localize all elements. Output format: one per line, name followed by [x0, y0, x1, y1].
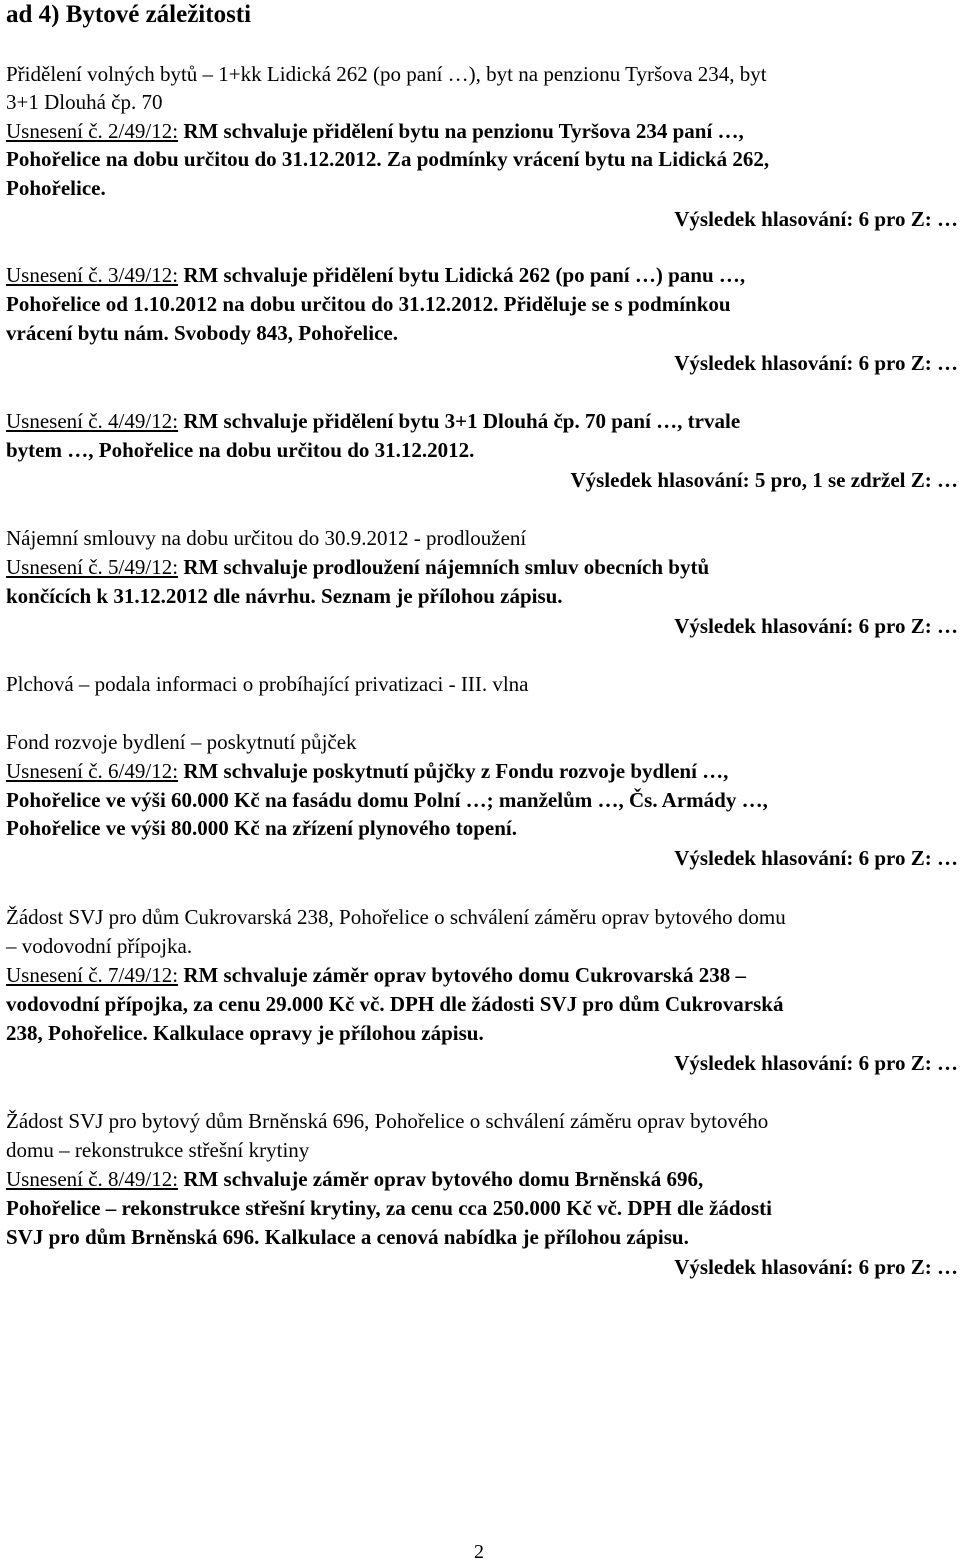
text-line: 3+1 Dlouhá čp. 70	[6, 90, 163, 114]
resolution-text: RM schvaluje záměr oprav bytového domu Cukrovarská 238 –	[178, 963, 747, 987]
text-line: Pohořelice od 1.10.2012 na dobu určitou do 31.12.2012. Přiděluje se s podmínkou	[6, 292, 731, 316]
text-line: Žádost SVJ pro dům Cukrovarská 238, Pohořelice o schválení záměru oprav bytového domu	[6, 905, 786, 929]
resolution-line	[6, 1166, 703, 1192]
resolution-text: RM schvaluje přidělení bytu na penzionu Tyršova 234 paní …,	[178, 119, 744, 143]
text-line: SVJ pro dům Brněnská 696. Kalkulace a cenová nabídka je přílohou zápisu.	[6, 1225, 689, 1249]
text-line: bytem …, Pohořelice na dobu určitou do 31.12.2012.	[6, 438, 475, 462]
resolution-number: Usnesení č. 4/49/12:	[6, 409, 179, 433]
text-line: domu – rekonstrukce střešní krytiny	[6, 1138, 310, 1162]
text-line: Fond rozvoje bydlení – poskytnutí půjček	[6, 730, 357, 754]
resolution-number: Usnesení č. 6/49/12:	[6, 759, 179, 783]
page-number: 2	[474, 1541, 484, 1563]
text-line: Pohořelice na dobu určitou do 31.12.2012. Za podmínky vrácení bytu na Lidická 262,	[6, 147, 770, 171]
text-line: Pohořelice ve výši 80.000 Kč na zřízení plynového topení.	[6, 816, 517, 840]
text-line: Nájemní smlouvy na dobu určitou do 30.9.2012 - prodloužení	[6, 526, 527, 550]
text-line: vodovodní přípojka, za cenu 29.000 Kč vč. DPH dle žádosti SVJ pro dům Cukrovarská	[6, 992, 784, 1016]
text-line: končících k 31.12.2012 dle návrhu. Seznam je přílohou zápisu.	[6, 584, 563, 608]
resolution-text: RM schvaluje záměr oprav bytového domu Brněnská 696,	[178, 1167, 704, 1191]
resolution-text: RM schvaluje prodloužení nájemních smluv obecních bytů	[178, 555, 710, 579]
vote-result: Výsledek hlasování: 6 pro Z: …	[674, 1051, 958, 1075]
resolution-line	[6, 118, 744, 144]
resolution-text: RM schvaluje poskytnutí půjčky z Fondu rozvoje bydlení …,	[178, 759, 729, 783]
resolution-line	[6, 758, 728, 784]
text-line: Žádost SVJ pro bytový dům Brněnská 696, Pohořelice o schválení záměru oprav bytového	[6, 1109, 769, 1133]
resolution-line	[6, 408, 740, 434]
vote-result: Výsledek hlasování: 6 pro Z: …	[674, 351, 958, 375]
resolution-text: RM schvaluje přidělení bytu 3+1 Dlouhá čp. 70 paní …, trvale	[178, 409, 741, 433]
text-line: vrácení bytu nám. Svobody 843, Pohořelice.	[6, 321, 398, 345]
vote-result: Výsledek hlasování: 5 pro, 1 se zdržel Z: …	[570, 468, 958, 492]
resolution-text: RM schvaluje přidělení bytu Lidická 262 (po paní …) panu …,	[178, 263, 746, 287]
resolution-line	[6, 554, 709, 580]
resolution-line	[6, 962, 746, 988]
text-line: Pohořelice ve výši 60.000 Kč na fasádu domu Polní …; manželům …, Čs. Armády …,	[6, 788, 768, 812]
text-line: Přidělení volných bytů – 1+kk Lidická 262 (po paní …), byt na penzionu Tyršova 234, byt	[6, 62, 767, 86]
section-heading: ad 4) Bytové záležitosti	[6, 1, 252, 28]
resolution-number: Usnesení č. 8/49/12:	[6, 1167, 179, 1191]
resolution-number: Usnesení č. 5/49/12:	[6, 555, 179, 579]
resolution-number: Usnesení č. 7/49/12:	[6, 963, 179, 987]
text-line: – vodovodní přípojka.	[6, 934, 193, 958]
resolution-line	[6, 262, 745, 288]
vote-result: Výsledek hlasování: 6 pro Z: …	[674, 614, 958, 638]
resolution-number: Usnesení č. 3/49/12:	[6, 263, 179, 287]
vote-result: Výsledek hlasování: 6 pro Z: …	[674, 846, 958, 870]
text-line: Plchová – podala informaci o probíhající privatizaci - III. vlna	[6, 672, 529, 696]
vote-result: Výsledek hlasování: 6 pro Z: …	[674, 207, 958, 231]
text-line: Pohořelice.	[6, 176, 106, 200]
vote-result: Výsledek hlasování: 6 pro Z: …	[674, 1255, 958, 1279]
text-line: Pohořelice – rekonstrukce střešní krytiny, za cenu cca 250.000 Kč vč. DPH dle žádosti	[6, 1196, 773, 1220]
text-line: 238, Pohořelice. Kalkulace opravy je přílohou zápisu.	[6, 1021, 484, 1045]
resolution-number: Usnesení č. 2/49/12:	[6, 119, 179, 143]
